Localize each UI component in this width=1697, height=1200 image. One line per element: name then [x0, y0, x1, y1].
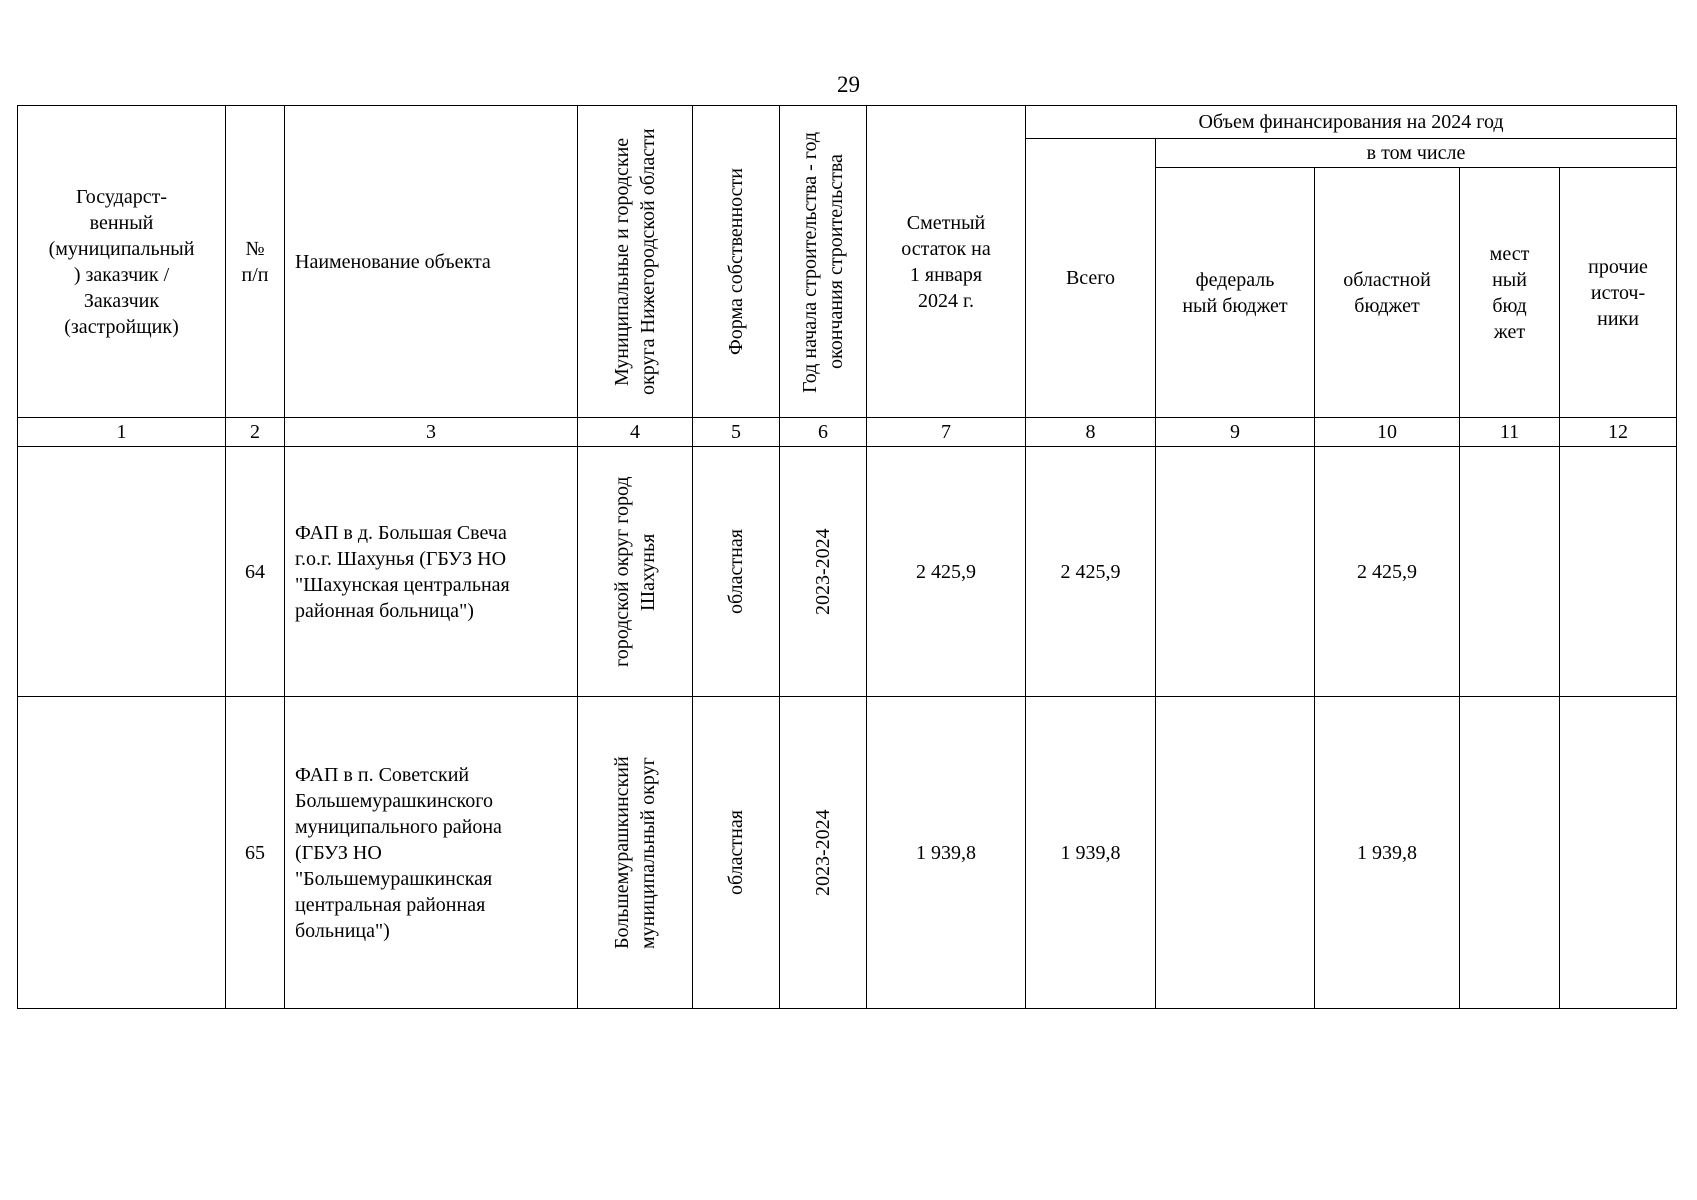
cell-regional: 1 939,8: [1315, 697, 1460, 1009]
column-number: 8: [1026, 418, 1156, 447]
header-local: мест ный бюд жет: [1460, 168, 1560, 418]
header-customer: Государст- венный (муниципальный ) заказчик / Заказчик (застройщик): [18, 106, 226, 418]
cell-estimate-remaining: 2 425,9: [867, 447, 1026, 697]
cell-years: 2023-2024: [780, 447, 867, 697]
cell-number: 65: [226, 697, 285, 1009]
cell-number: 64: [226, 447, 285, 697]
column-number-row: [18, 418, 1677, 447]
column-number: 7: [867, 418, 1026, 447]
column-number: 4: [578, 418, 693, 447]
header-financing-title: Объем финансирования на 2024 год: [1026, 106, 1677, 139]
cell-estimate-remaining: 1 939,8: [867, 697, 1026, 1009]
cell-federal: [1156, 447, 1315, 697]
column-number: 10: [1315, 418, 1460, 447]
header-years: Год начала строительства - год окончания строительства: [780, 106, 867, 418]
header-federal: федераль ный бюджет: [1156, 168, 1315, 418]
cell-years: 2023-2024: [780, 697, 867, 1009]
cell-customer: [18, 447, 226, 697]
cell-local: [1460, 447, 1560, 697]
financing-table: [17, 105, 1677, 1009]
column-number: 12: [1560, 418, 1677, 447]
header-object-name: Наименование объекта: [285, 106, 578, 418]
column-number: 11: [1460, 418, 1560, 447]
header-total: Всего: [1026, 139, 1156, 418]
header-other: прочие источ- ники: [1560, 168, 1677, 418]
header-district: Муниципальные и городские округа Нижегородской области: [578, 106, 693, 418]
column-number: 2: [226, 418, 285, 447]
column-number: 5: [693, 418, 780, 447]
cell-local: [1460, 697, 1560, 1009]
cell-customer: [18, 697, 226, 1009]
cell-federal: [1156, 697, 1315, 1009]
cell-district: городской округ город Шахунья: [578, 447, 693, 697]
cell-total: 2 425,9: [1026, 447, 1156, 697]
cell-object-name: ФАП в д. Большая Свеча г.о.г. Шахунья (ГБУЗ НО "Шахунская центральная районная больница"): [285, 447, 578, 697]
cell-regional: 2 425,9: [1315, 447, 1460, 697]
column-number: 6: [780, 418, 867, 447]
column-number: 9: [1156, 418, 1315, 447]
header-including: в том числе: [1156, 139, 1677, 168]
cell-ownership: областная: [693, 447, 780, 697]
cell-object-name: ФАП в п. Советский Большемурашкинского муниципального района (ГБУЗ НО "Большемурашкинская центральная районная больница"): [285, 697, 578, 1009]
cell-ownership: областная: [693, 697, 780, 1009]
page-number: 29: [837, 72, 860, 97]
column-number: 1: [18, 418, 226, 447]
cell-district: Большемурашкинский муниципальный округ: [578, 697, 693, 1009]
column-number: 3: [285, 418, 578, 447]
header-ownership: Форма собственности: [693, 106, 780, 418]
header-estimate-remaining: Сметный остаток на 1 января 2024 г.: [867, 106, 1026, 418]
header-regional: областной бюджет: [1315, 168, 1460, 418]
table-row: [18, 447, 1677, 697]
cell-other: [1560, 447, 1677, 697]
table-row: [18, 697, 1677, 1009]
header-number: № п/п: [226, 106, 285, 418]
cell-other: [1560, 697, 1677, 1009]
cell-total: 1 939,8: [1026, 697, 1156, 1009]
